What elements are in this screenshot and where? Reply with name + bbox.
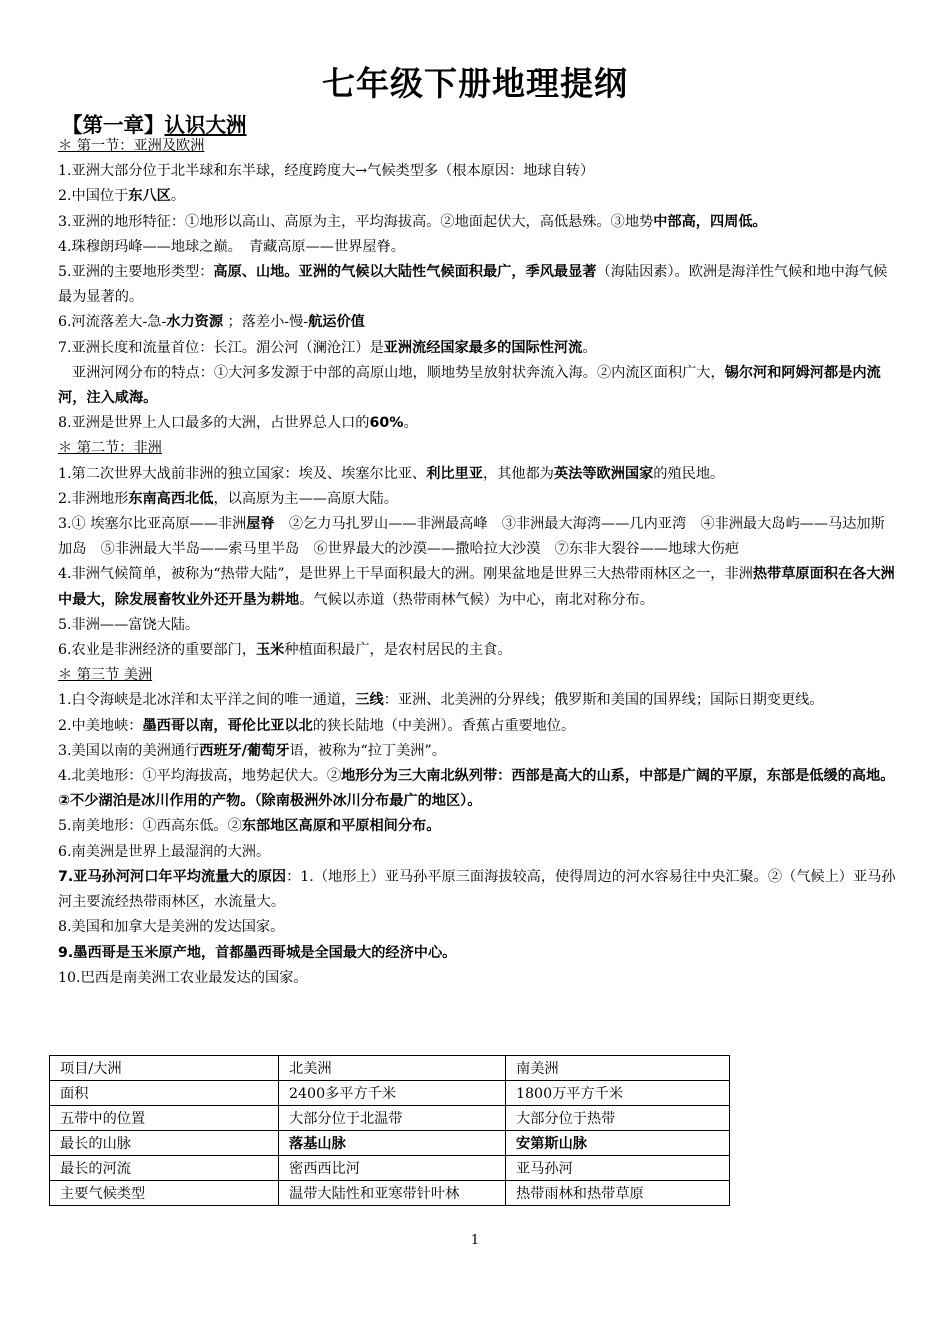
item-america-9: 9.墨西哥是玉米原产地，首都墨西哥城是全国最大的经济中心。 <box>58 944 457 961</box>
table-cell: 1800万平方千米 <box>506 1081 730 1106</box>
chapter-name: 认识大洲 <box>164 113 247 137</box>
item-asia-6: 6.河流落差大-急-水力资源 ；落差小-慢-航运价值 <box>58 314 365 331</box>
item-america-4: 4.北美地形：①平均海拔高，地势起伏大。②地形分为三大南北纵列带：西部是高大的山系，中部是广阔的平原，东部是低缓的高地。②不少湖泊是冰川作用的产物。（除南极洲外冰川分布最广的地区）。 <box>58 768 895 810</box>
america-comparison-table <box>49 1055 730 1206</box>
section-heading-asia-europe: ＊ 第一节：亚洲及欧洲 <box>58 138 205 154</box>
item-america-3: 3.美国以南的美洲通行西班牙/葡萄牙语，被称为“拉丁美洲”。 <box>58 742 446 759</box>
table-cell: 亚马孙河 <box>506 1156 730 1181</box>
section-heading-africa: ＊ 第二节：非洲 <box>58 440 162 457</box>
table-row <box>50 1131 730 1156</box>
item-america-1: 1.白令海峡是北冰洋和太平洋之间的唯一通道，三线：亚洲、北美洲的分界线；俄罗斯和美国的国界线；国际日期变更线。 <box>58 692 824 709</box>
table-header-cell: 项目/大洲 <box>50 1056 279 1081</box>
item-america-2: 2.中美地峡：墨西哥以南，哥伦比亚以北的狭长陆地（中美洲）。香蕉占重要地位。 <box>58 717 576 734</box>
table-cell: 落基山脉 <box>279 1131 506 1156</box>
item-asia-7-rivers: 亚洲河网分布的特点：①大河多发源于中部的高原山地，顺地势呈放射状奔流入海。②内流区面积广大，锡尔河和阿姆河都是内流河，注入咸海。 <box>58 364 881 407</box>
table-header-row <box>50 1056 730 1081</box>
item-america-6: 6.南美洲是世界上最湿润的大洲。 <box>58 843 271 860</box>
table-cell: 面积 <box>50 1081 279 1106</box>
item-asia-7: 7.亚洲长度和流量首位：长江。湄公河（澜沧江）是亚洲流经国家最多的国际性河流。 <box>58 339 597 356</box>
table-cell: 大部分位于热带 <box>506 1106 730 1131</box>
item-africa-1: 1.第二次世界大战前非洲的独立国家：埃及、埃塞尔比亚、利比里亚，其他都为英法等欧洲国家的殖民地。 <box>58 465 725 482</box>
item-america-5: 5.南美地形：①西高东低。②东部地区高原和平原相间分布。 <box>58 818 441 835</box>
item-africa-2: 2.非洲地形东南高西北低，以高原为主——高原大陆。 <box>58 490 398 507</box>
table-row <box>50 1081 730 1106</box>
table-cell: 大部分位于北温带 <box>279 1106 506 1131</box>
table-header-cell: 南美洲 <box>506 1056 730 1081</box>
table-cell: 五带中的位置 <box>50 1106 279 1131</box>
item-africa-6: 6.农业是非洲经济的重要部门，玉米种植面积最广，是农村居民的主食。 <box>58 642 512 659</box>
item-africa-4: 4.非洲气候简单，被称为“热带大陆”，是世界上干旱面积最大的洲。刚果盆地是世界三大热带雨林区之一，非洲热带草原面积在各大洲中最大，除发展畜牧业外还开垦为耕地。气候以赤道（热带雨林气候）为中心，南北对称分布。 <box>58 566 895 608</box>
table-cell: 最长的山脉 <box>50 1131 279 1156</box>
item-america-7: 7.亚马孙河河口年平均流量大的原因：1.（地形上）亚马孙平原三面海拔较高，使得周边的河水容易往中央汇聚。②（气候上）亚马孙河主要流经热带雨林区，水流量大。 <box>58 868 896 911</box>
table-cell: 密西西比河 <box>279 1156 506 1181</box>
table-row <box>50 1156 730 1181</box>
table-row <box>50 1106 730 1131</box>
item-asia-2: 2.中国位于东八区。 <box>58 188 186 205</box>
table-cell: 主要气候类型 <box>50 1181 279 1206</box>
table-cell: 最长的河流 <box>50 1156 279 1181</box>
item-america-10: 10.巴西是南美洲工农业最发达的国家。 <box>58 969 308 986</box>
item-africa-3: 3.① 埃塞尔比亚高原——非洲屋脊 ②乞力马扎罗山——非洲最高峰 ③非洲最大海湾——几内亚湾 ④非洲最大岛屿——马达加斯加岛 ⑤非洲最大半岛——索马里半岛 ⑥世界最大的沙漠——撒哈拉大沙漠 ⑦东非大裂谷——地球大伤疤 <box>58 516 885 558</box>
item-asia-5: 5.亚洲的主要地形类型：高原、山地。亚洲的气候以大陆性气候面积最广，季风最显著（海陆因素）。欧洲是海洋性气候和地中海气候最为显著的。 <box>58 264 888 306</box>
item-asia-3: 3.亚洲的地形特征：①地形以高山、高原为主，平均海拔高。②地面起伏大，高低悬殊。③地势中部高，四周低。 <box>58 213 767 230</box>
item-america-8: 8.美国和加拿大是美洲的发达国家。 <box>58 919 285 936</box>
document-title: 七年级下册地理提纲 <box>322 64 628 103</box>
table-row <box>50 1181 730 1206</box>
section-heading-america: ＊ 第三节 美洲 <box>58 667 153 684</box>
table-cell: 温带大陆性和亚寒带针叶林 <box>279 1181 506 1206</box>
page-number: 1 <box>470 1233 480 1248</box>
table-cell: 2400多平方千米 <box>279 1081 506 1106</box>
outline-content <box>58 134 898 991</box>
chapter-label: 【第一章】 <box>62 113 165 137</box>
table-cell: 安第斯山脉 <box>506 1131 730 1156</box>
item-asia-8: 8.亚洲是世界上人口最多的大洲，占世界总人口的60%。 <box>58 415 418 432</box>
table-cell: 热带雨林和热带草原 <box>506 1181 730 1206</box>
table-header-cell: 北美洲 <box>279 1056 506 1081</box>
item-africa-5: 5.非洲——富饶大陆。 <box>58 616 200 633</box>
item-asia-4: 4.珠穆朗玛峰——地球之巅。 青藏高原——世界屋脊。 <box>58 238 405 255</box>
item-asia-1: 1.亚洲大部分位于北半球和东半球，经度跨度大→气候类型多（根本原因：地球自转） <box>58 163 595 180</box>
